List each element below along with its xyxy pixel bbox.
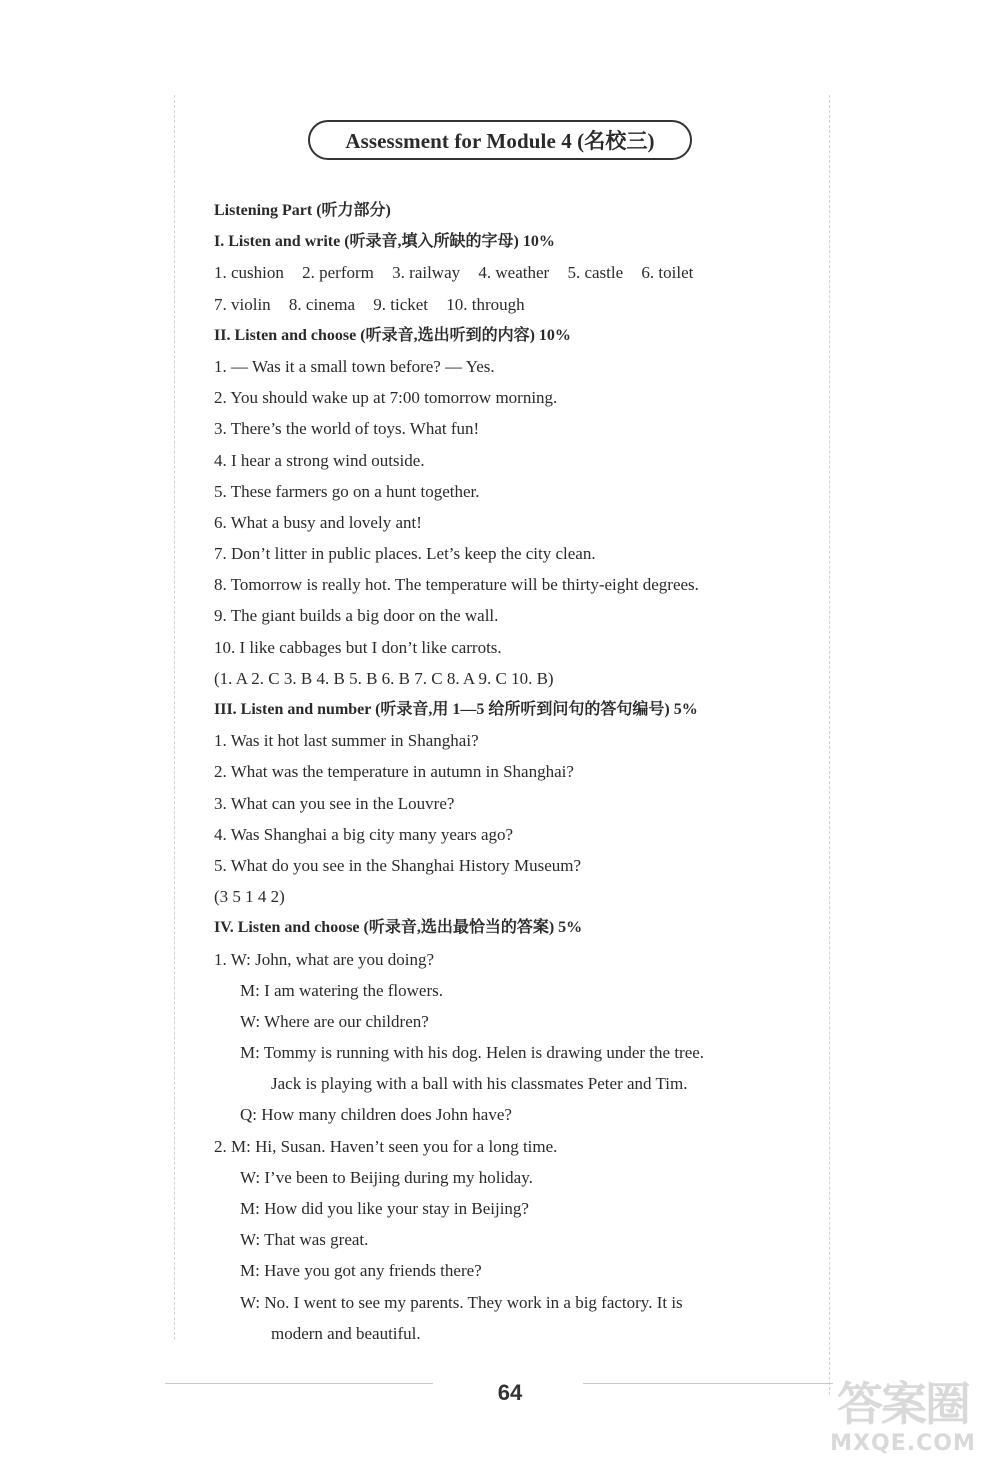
dialogue-line: 1. W: John, what are you doing? — [214, 949, 435, 969]
dialogue-question: Q: How many children does John have? — [240, 1105, 512, 1125]
section-1-row-1 — [214, 257, 814, 288]
section-2-answers: (1. A 2. C 3. B 4. B 5. B 6. B 7. C 8. A 9. C 10. B) — [214, 668, 554, 688]
word-item: 4. weather — [478, 263, 550, 283]
section-3-item: 3. What can you see in the Louvre? — [214, 793, 455, 813]
dialogue-line: W: That was great. — [240, 1230, 369, 1250]
section-2-item: 8. Tomorrow is really hot. The temperature will be thirty-eight degrees. — [214, 575, 699, 595]
section-2-item: 1. — Was it a small town before? — Yes. — [214, 356, 495, 376]
dialogue-line: W: Where are our children? — [240, 1011, 429, 1031]
word-item: 9. ticket — [373, 294, 429, 314]
answer-content — [214, 195, 814, 1349]
section-1-heading: I. Listen and write (听录音,填入所缺的字母) 10% — [214, 233, 555, 251]
section-2-heading: II. Listen and choose (听录音,选出听到的内容) 10% — [214, 326, 571, 344]
dialogue-line: W: I’ve been to Beijing during my holiday. — [240, 1167, 533, 1187]
word-item: 1. cushion — [214, 263, 284, 283]
dialogue-line: M: I am watering the flowers. — [240, 980, 443, 1000]
section-3-item: 2. What was the temperature in autumn in Shanghai? — [214, 762, 574, 782]
footer-rule-right — [583, 1383, 833, 1384]
dialogue-line: M: Tommy is running with his dog. Helen is drawing under the tree. — [240, 1043, 705, 1063]
word-item: 8. cinema — [288, 294, 356, 314]
word-item: 2. perform — [302, 263, 374, 283]
page-number: 64 — [497, 1380, 523, 1405]
section-2-item: 4. I hear a strong wind outside. — [214, 450, 425, 470]
dialogue-line: M: Have you got any friends there? — [240, 1261, 482, 1281]
section-2-item: 5. These farmers go on a hunt together. — [214, 481, 480, 501]
word-item: 5. castle — [567, 263, 624, 283]
dialogue-line: Jack is playing with a ball with his classmates Peter and Tim. — [271, 1074, 688, 1094]
right-margin-line — [829, 95, 830, 1395]
section-3-heading: III. Listen and number (听录音,用 1—5 给所听到问句的答句编号) 5% — [214, 701, 698, 718]
section-2-item: 3. There’s the world of toys. What fun! — [214, 419, 480, 439]
section-3-item: 5. What do you see in the Shanghai History Museum? — [214, 855, 582, 875]
word-item: 6. toilet — [641, 263, 694, 283]
section-3-item: 1. Was it hot last summer in Shanghai? — [214, 731, 479, 751]
page-title: Assessment for Module 4 (名校三) — [308, 120, 692, 160]
section-4-heading: IV. Listen and choose (听录音,选出最恰当的答案) 5% — [214, 919, 583, 937]
section-1-row-2 — [214, 289, 814, 320]
section-3-item: 4. Was Shanghai a big city many years ago? — [214, 824, 514, 844]
listening-part-heading: Listening Part (听力部分) — [214, 202, 391, 219]
word-item: 7. violin — [214, 294, 271, 314]
word-item: 10. through — [446, 294, 525, 314]
section-2-item: 6. What a busy and lovely ant! — [214, 512, 422, 532]
section-2-item: 10. I like cabbages but I don’t like carrots. — [214, 637, 502, 657]
watermark-logo — [818, 1378, 988, 1466]
left-margin-line — [174, 95, 175, 1340]
word-item: 3. railway — [392, 263, 461, 283]
watermark-url: MXQE.COM — [830, 1431, 976, 1456]
section-2-item: 9. The giant builds a big door on the wall. — [214, 606, 499, 626]
dialogue-line: M: How did you like your stay in Beijing? — [240, 1199, 529, 1218]
dialogue-line: modern and beautiful. — [271, 1323, 421, 1343]
section-3-answers: (3 5 1 4 2) — [214, 887, 285, 907]
section-2-item: 7. Don’t litter in public places. Let’s keep the city clean. — [214, 544, 596, 564]
watermark-text: 答案圈 — [837, 1377, 969, 1431]
dialogue-line: W: No. I went to see my parents. They work in a big factory. It is — [240, 1292, 683, 1312]
dialogue-line: 2. M: Hi, Susan. Haven’t seen you for a long time. — [214, 1136, 558, 1156]
footer-rule-left — [165, 1383, 433, 1384]
section-2-item: 2. You should wake up at 7:00 tomorrow morning. — [214, 388, 558, 408]
